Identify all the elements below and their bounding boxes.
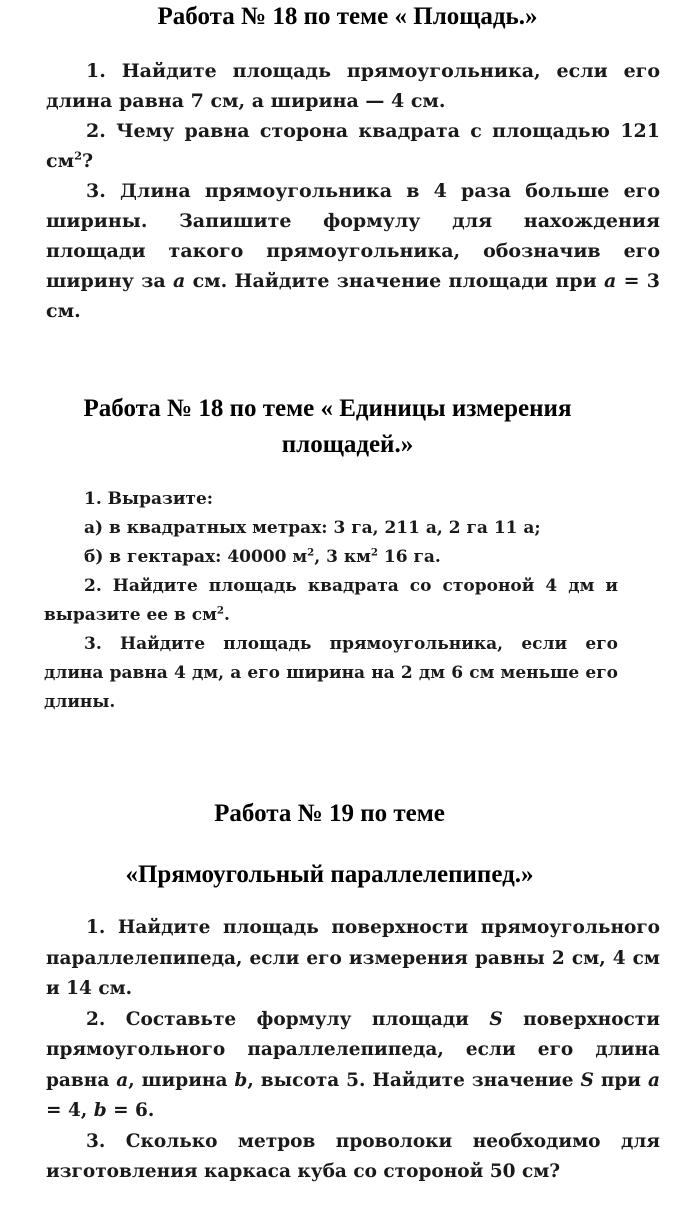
work3-task2-text-g: = 6. — [106, 1100, 155, 1121]
work1-task2-text: 2. Чему равна сторона квадрата с площадью 121 см — [46, 120, 660, 172]
work2-task2-text: 2. Найдите площадь квадрата со стороной 4 дм и выразите ее в см — [44, 576, 618, 625]
work1-task3-text-c: = 3 см. — [46, 270, 660, 322]
work3-title-line2: «Прямоугольный параллелепипед.» — [125, 861, 534, 888]
work2-task3: 3. Найдите площадь прямоугольника, если его длина равна 4 дм, а его ширина на 2 дм 6 см меньше его длины. — [44, 634, 618, 712]
work3-task2-var-a: a — [116, 1069, 129, 1091]
work3-title-line1: Работа № 19 по теме — [214, 800, 445, 827]
work2-task1b-sup2: 2 — [370, 546, 378, 559]
work1-task3-var2: a — [603, 270, 617, 292]
work2-tasks — [44, 485, 618, 717]
work2-title-line2: площадей.» — [281, 431, 414, 458]
work2-task2-sup: 2 — [216, 604, 224, 617]
work1-task3-text-a: 3. Длина прямоугольника в 4 раза больше его ширины. Запишите формулу для нахождения площади такого прямоугольника, обозначив его ширину за — [46, 180, 660, 292]
work3-task2-text-c: , ширина — [128, 1069, 235, 1091]
work1-task3-text-b: см. Найдите значение площади при — [185, 270, 604, 292]
work1-title: Работа № 18 по теме « Площадь.» — [157, 3, 538, 30]
work1-task3 — [46, 176, 660, 326]
work3-task2 — [46, 1005, 660, 1127]
work1-tasks — [46, 56, 660, 326]
work2-task2 — [44, 572, 618, 630]
work1-task2-end: ? — [82, 150, 94, 172]
work2-task1: 1. Выразите: — [84, 489, 214, 509]
work3-task2-var-b: b — [234, 1069, 248, 1091]
work2-task2-end: . — [223, 605, 230, 625]
work2-task1b — [44, 543, 618, 572]
work2-task1b-text-a: б) в гектарах: 40000 м — [84, 547, 308, 567]
work1-task1: 1. Найдите площадь прямоугольника, если его длина равна 7 см, а ширина — 4 см. — [46, 60, 660, 112]
work1-task3-var: a — [172, 270, 186, 292]
work3-task3: 3. Сколько метров проволоки необходимо для изготовления каркаса куба со стороной 50 см? — [46, 1130, 660, 1182]
work3-task2-text-a: 2. Составьте формулу площади — [86, 1008, 490, 1030]
work3-task1: 1. Найдите площадь поверхности прямоугольного параллелепипеда, если его измерения равны 2 см, 4 см и 14 см. — [46, 917, 660, 999]
work2-task1b-sup1: 2 — [307, 546, 315, 559]
work3-task2-var-b2: b — [93, 1100, 107, 1121]
work3-task2-var-a2: a — [648, 1069, 660, 1091]
work2-task1b-text-b: , 3 км — [314, 547, 371, 567]
work3-task2-text-d: , высота 5. Найдите значение — [247, 1069, 581, 1091]
work2-title-line1: Работа № 18 по теме « Единицы измерения — [83, 395, 572, 422]
work3-task2-var-s2: S — [580, 1069, 594, 1091]
work2-task1a: а) в квадратных метрах: 3 га, 211 а, 2 га 11 а; — [84, 518, 541, 538]
work3-task2-text-e: при — [593, 1069, 648, 1091]
work1-task2-sup: 2 — [74, 148, 83, 163]
work1-task2 — [46, 116, 660, 176]
work2-task1b-text-c: 16 га. — [377, 547, 441, 567]
work3-task2-var-s: S — [489, 1008, 503, 1030]
work3-task2-text-b: поверхности прямоугольного параллелепипеда, если его длина равна — [46, 1008, 660, 1091]
work3-task2-text-f: = 4, — [46, 1100, 94, 1121]
work3-tasks — [46, 913, 660, 1188]
